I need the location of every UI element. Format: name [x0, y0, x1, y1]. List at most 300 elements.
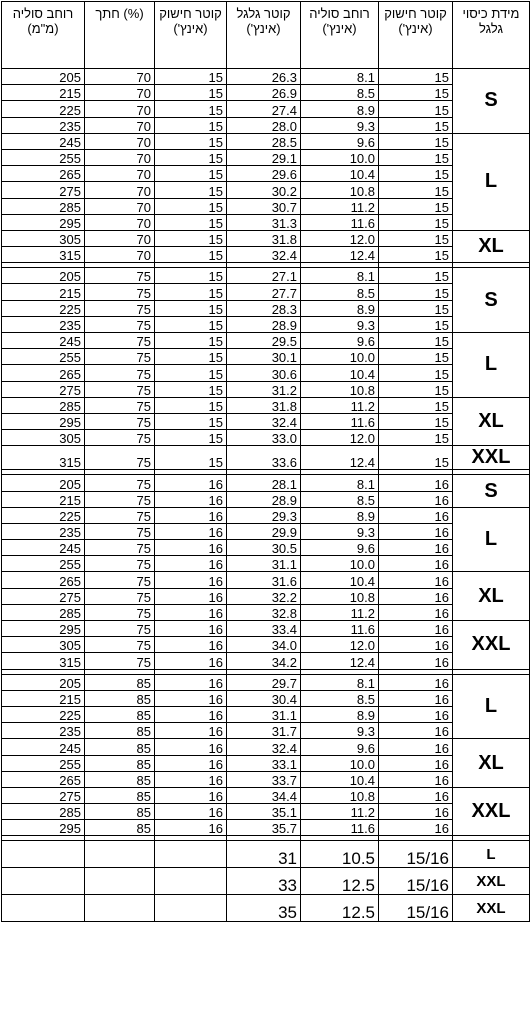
table-row: [2, 198, 530, 214]
tire-size-table-sheet: [1, 1, 529, 1023]
cell-rim-diameter: 15: [155, 149, 227, 165]
cell-rim-diameter-2: 16: [379, 820, 453, 836]
header-tread-width-inch: רוחב סוליה (אינץ'): [301, 2, 379, 69]
cell-rim-diameter: 15: [155, 413, 227, 429]
cell-rim-diameter-2: 15: [379, 198, 453, 214]
cell-rim-diameter: [155, 841, 227, 868]
cell-tread-width-inch: 8.5: [301, 85, 379, 101]
cell-section-ratio: 75: [85, 365, 155, 381]
cell-rim-diameter: 16: [155, 621, 227, 637]
cell-section-ratio: 75: [85, 523, 155, 539]
cell-rim-diameter-2: 15: [379, 349, 453, 365]
table-row: [2, 604, 530, 620]
table-row: [2, 101, 530, 117]
cell-cover-size: XXL: [453, 446, 530, 470]
cell-tread-width-inch: 10.8: [301, 381, 379, 397]
cell-tread-width-mm: 225: [2, 706, 85, 722]
cell-rim-diameter-2: 15/16: [379, 841, 453, 868]
cell-tread-width-mm: 285: [2, 397, 85, 413]
cell-cover-size: L: [453, 133, 530, 230]
table-row: [2, 475, 530, 491]
cell-wheel-diameter: 29.1: [227, 149, 301, 165]
cell-tread-width-inch: 9.6: [301, 133, 379, 149]
cell-section-ratio: 85: [85, 739, 155, 755]
cell-section-ratio: 75: [85, 475, 155, 491]
cell-tread-width-inch: 11.6: [301, 214, 379, 230]
cell-section-ratio: 85: [85, 690, 155, 706]
cell-rim-diameter: 15: [155, 349, 227, 365]
cell-rim-diameter-2: 16: [379, 556, 453, 572]
cell-rim-diameter: 15: [155, 333, 227, 349]
cell-tread-width-inch: 10.4: [301, 572, 379, 588]
cell-tread-width-inch: 8.9: [301, 300, 379, 316]
cell-wheel-diameter: 26.3: [227, 69, 301, 85]
cell-section-ratio: 75: [85, 268, 155, 284]
cell-rim-diameter-2: 16: [379, 723, 453, 739]
cell-rim-diameter-2: 16: [379, 653, 453, 669]
table-row: [2, 349, 530, 365]
cell-wheel-diameter: 28.9: [227, 316, 301, 332]
cell-section-ratio: 70: [85, 69, 155, 85]
cell-tread-width-inch: 8.5: [301, 491, 379, 507]
cell-section-ratio: 70: [85, 198, 155, 214]
cell-wheel-diameter: 32.4: [227, 739, 301, 755]
cell-section-ratio: 85: [85, 820, 155, 836]
cell-wheel-diameter: 31.8: [227, 230, 301, 246]
table-row: [2, 182, 530, 198]
cell-tread-width-mm: 255: [2, 149, 85, 165]
cell-tread-width-mm: 235: [2, 117, 85, 133]
header-cover-size: מידת כיסוי גלגל: [453, 2, 530, 69]
cell-rim-diameter-2: 16: [379, 674, 453, 690]
cell-tread-width-inch: 8.5: [301, 690, 379, 706]
header-section-ratio: חתך (%): [85, 2, 155, 69]
cell-tread-width-inch: 12.4: [301, 446, 379, 470]
cell-wheel-diameter: 31.7: [227, 723, 301, 739]
table-row: [2, 133, 530, 149]
cell-rim-diameter: 16: [155, 804, 227, 820]
cell-wheel-diameter: 30.5: [227, 540, 301, 556]
cell-rim-diameter-2: 15: [379, 316, 453, 332]
cell-rim-diameter-2: 16: [379, 540, 453, 556]
cell-tread-width-mm: 215: [2, 690, 85, 706]
cell-wheel-diameter: 33.4: [227, 621, 301, 637]
cell-wheel-diameter: 27.4: [227, 101, 301, 117]
cell-tread-width-mm: 245: [2, 739, 85, 755]
cell-cover-size: XXL: [453, 787, 530, 836]
cell-cover-size: XL: [453, 739, 530, 788]
cell-tread-width-mm: [2, 841, 85, 868]
cell-tread-width-inch: 11.2: [301, 804, 379, 820]
cell-rim-diameter-2: 15: [379, 101, 453, 117]
table-row: [2, 523, 530, 539]
cell-wheel-diameter: 32.4: [227, 247, 301, 263]
cell-cover-size: XXL: [453, 895, 530, 922]
cell-tread-width-mm: 215: [2, 85, 85, 101]
cell-tread-width-mm: 265: [2, 572, 85, 588]
cell-rim-diameter-2: 16: [379, 787, 453, 803]
cell-section-ratio: 70: [85, 85, 155, 101]
cell-tread-width-inch: 10.0: [301, 349, 379, 365]
cell-tread-width-inch: 10.0: [301, 755, 379, 771]
cell-tread-width-mm: 235: [2, 523, 85, 539]
cell-section-ratio: 75: [85, 653, 155, 669]
cell-wheel-diameter: 29.6: [227, 166, 301, 182]
table-row: [2, 556, 530, 572]
table-row: [2, 85, 530, 101]
cell-section-ratio: [85, 868, 155, 895]
cell-rim-diameter-2: 15: [379, 413, 453, 429]
cell-section-ratio: 75: [85, 284, 155, 300]
cell-section-ratio: 75: [85, 349, 155, 365]
cell-rim-diameter-2: 16: [379, 621, 453, 637]
cell-section-ratio: 85: [85, 804, 155, 820]
cell-tread-width-inch: 8.5: [301, 284, 379, 300]
cell-wheel-diameter: 33.1: [227, 755, 301, 771]
cell-tread-width-inch: 10.4: [301, 365, 379, 381]
cell-rim-diameter-2: 16: [379, 523, 453, 539]
cell-tread-width-mm: 265: [2, 365, 85, 381]
cell-tread-width-inch: 9.3: [301, 117, 379, 133]
table-row: [2, 268, 530, 284]
summary-row: [2, 868, 530, 895]
cell-rim-diameter: 16: [155, 674, 227, 690]
cell-section-ratio: 75: [85, 333, 155, 349]
cell-section-ratio: 75: [85, 556, 155, 572]
cell-rim-diameter: 15: [155, 316, 227, 332]
cell-rim-diameter: 16: [155, 739, 227, 755]
cell-section-ratio: 70: [85, 230, 155, 246]
cell-rim-diameter: 15: [155, 166, 227, 182]
table-row: [2, 333, 530, 349]
table-row: [2, 397, 530, 413]
cell-section-ratio: 75: [85, 621, 155, 637]
cell-tread-width-mm: 285: [2, 804, 85, 820]
cell-tread-width-mm: 305: [2, 637, 85, 653]
cell-tread-width-mm: 275: [2, 182, 85, 198]
cell-wheel-diameter: 35.1: [227, 804, 301, 820]
tire-size-table: [1, 1, 530, 922]
table-row: [2, 365, 530, 381]
cell-rim-diameter-2: 16: [379, 604, 453, 620]
cell-wheel-diameter: 31.1: [227, 556, 301, 572]
cell-tread-width-inch: 10.8: [301, 787, 379, 803]
cell-tread-width-mm: 285: [2, 198, 85, 214]
cell-tread-width-inch: 12.4: [301, 247, 379, 263]
cell-section-ratio: [85, 895, 155, 922]
table-row: [2, 316, 530, 332]
cell-rim-diameter: 15: [155, 133, 227, 149]
cell-rim-diameter-2: 15: [379, 300, 453, 316]
cell-section-ratio: 70: [85, 133, 155, 149]
cell-wheel-diameter: 31: [227, 841, 301, 868]
cell-section-ratio: 75: [85, 604, 155, 620]
cell-rim-diameter: 15: [155, 85, 227, 101]
cell-rim-diameter: 16: [155, 820, 227, 836]
cell-rim-diameter-2: 15: [379, 446, 453, 470]
cell-section-ratio: 75: [85, 430, 155, 446]
cell-rim-diameter: 15: [155, 365, 227, 381]
cell-tread-width-mm: 255: [2, 556, 85, 572]
cell-section-ratio: 85: [85, 674, 155, 690]
cell-tread-width-mm: 215: [2, 491, 85, 507]
cell-section-ratio: 70: [85, 247, 155, 263]
header-tread-width-mm: רוחב סוליה (מ"מ): [2, 2, 85, 69]
cell-tread-width-mm: 225: [2, 507, 85, 523]
cell-tread-width-mm: 255: [2, 755, 85, 771]
cell-wheel-diameter: 31.2: [227, 381, 301, 397]
cell-rim-diameter-2: 15: [379, 333, 453, 349]
cell-cover-size: L: [453, 674, 530, 739]
cell-wheel-diameter: 28.0: [227, 117, 301, 133]
cell-tread-width-mm: 205: [2, 69, 85, 85]
cell-tread-width-mm: 235: [2, 723, 85, 739]
cell-tread-width-inch: 11.6: [301, 820, 379, 836]
cell-tread-width-mm: 225: [2, 101, 85, 117]
cell-rim-diameter-2: 16: [379, 690, 453, 706]
cell-rim-diameter: 16: [155, 588, 227, 604]
cell-tread-width-inch: 9.6: [301, 540, 379, 556]
cell-tread-width-mm: 295: [2, 214, 85, 230]
cell-rim-diameter: 16: [155, 723, 227, 739]
table-row: [2, 706, 530, 722]
cell-wheel-diameter: 29.9: [227, 523, 301, 539]
cell-section-ratio: 75: [85, 572, 155, 588]
cell-rim-diameter: 15: [155, 230, 227, 246]
cell-section-ratio: 75: [85, 381, 155, 397]
cell-section-ratio: 75: [85, 507, 155, 523]
cell-tread-width-mm: 255: [2, 349, 85, 365]
table-row: [2, 820, 530, 836]
cell-rim-diameter: [155, 895, 227, 922]
cell-section-ratio: 75: [85, 491, 155, 507]
cell-tread-width-inch: 10.5: [301, 841, 379, 868]
table-body: [2, 69, 530, 922]
cell-rim-diameter: 15: [155, 198, 227, 214]
cell-wheel-diameter: 33.6: [227, 446, 301, 470]
cell-tread-width-mm: 285: [2, 604, 85, 620]
table-row: [2, 117, 530, 133]
cell-rim-diameter-2: 15: [379, 133, 453, 149]
table-row: [2, 69, 530, 85]
table-row: [2, 637, 530, 653]
cell-rim-diameter: 16: [155, 572, 227, 588]
table-row: [2, 674, 530, 690]
cell-rim-diameter: 15: [155, 300, 227, 316]
cell-rim-diameter: 16: [155, 540, 227, 556]
cell-rim-diameter: 15: [155, 268, 227, 284]
cell-wheel-diameter: 28.9: [227, 491, 301, 507]
cell-tread-width-mm: 245: [2, 133, 85, 149]
cell-section-ratio: 70: [85, 117, 155, 133]
cell-tread-width-inch: 12.5: [301, 868, 379, 895]
cell-section-ratio: 75: [85, 316, 155, 332]
cell-tread-width-inch: 9.3: [301, 316, 379, 332]
cell-rim-diameter-2: 15: [379, 230, 453, 246]
cell-rim-diameter-2: 16: [379, 706, 453, 722]
table-row: [2, 653, 530, 669]
cell-rim-diameter-2: 16: [379, 588, 453, 604]
cell-section-ratio: 75: [85, 588, 155, 604]
cell-tread-width-mm: 315: [2, 247, 85, 263]
cell-rim-diameter: 16: [155, 523, 227, 539]
cell-rim-diameter: [155, 868, 227, 895]
cell-cover-size: XL: [453, 397, 530, 446]
table-row: [2, 230, 530, 246]
table-row: [2, 430, 530, 446]
cell-tread-width-mm: 205: [2, 674, 85, 690]
cell-tread-width-mm: 305: [2, 430, 85, 446]
cell-wheel-diameter: 31.8: [227, 397, 301, 413]
cell-tread-width-inch: 8.9: [301, 101, 379, 117]
cell-tread-width-inch: 12.0: [301, 430, 379, 446]
cell-rim-diameter-2: 16: [379, 755, 453, 771]
table-row: [2, 804, 530, 820]
cell-rim-diameter: 16: [155, 475, 227, 491]
cell-rim-diameter: 15: [155, 430, 227, 446]
summary-row: [2, 841, 530, 868]
cell-wheel-diameter: 30.1: [227, 349, 301, 365]
cell-rim-diameter: 15: [155, 381, 227, 397]
cell-rim-diameter: 16: [155, 771, 227, 787]
cell-tread-width-inch: 12.5: [301, 895, 379, 922]
table-row: [2, 284, 530, 300]
cell-section-ratio: 75: [85, 397, 155, 413]
cell-wheel-diameter: 32.8: [227, 604, 301, 620]
cell-tread-width-inch: 10.4: [301, 771, 379, 787]
cell-rim-diameter: 16: [155, 507, 227, 523]
cell-tread-width-inch: 10.4: [301, 166, 379, 182]
cell-rim-diameter-2: 15: [379, 365, 453, 381]
cell-wheel-diameter: 30.4: [227, 690, 301, 706]
cell-section-ratio: 75: [85, 413, 155, 429]
cell-tread-width-inch: 9.6: [301, 739, 379, 755]
cell-wheel-diameter: 27.7: [227, 284, 301, 300]
cell-wheel-diameter: 33.7: [227, 771, 301, 787]
table-row: [2, 755, 530, 771]
cell-section-ratio: 75: [85, 300, 155, 316]
table-row: [2, 572, 530, 588]
cell-rim-diameter-2: 16: [379, 491, 453, 507]
cell-tread-width-mm: 305: [2, 230, 85, 246]
cell-tread-width-mm: 295: [2, 413, 85, 429]
cell-tread-width-inch: 8.1: [301, 674, 379, 690]
cell-rim-diameter-2: 15: [379, 69, 453, 85]
cell-section-ratio: 70: [85, 182, 155, 198]
cell-rim-diameter: 15: [155, 214, 227, 230]
cell-rim-diameter: 16: [155, 604, 227, 620]
cell-wheel-diameter: 32.2: [227, 588, 301, 604]
cell-tread-width-inch: 8.9: [301, 706, 379, 722]
cell-wheel-diameter: 29.5: [227, 333, 301, 349]
cell-rim-diameter-2: 15: [379, 247, 453, 263]
cell-rim-diameter-2: 16: [379, 804, 453, 820]
cell-wheel-diameter: 30.2: [227, 182, 301, 198]
cell-rim-diameter-2: 16: [379, 475, 453, 491]
cell-rim-diameter-2: 16: [379, 507, 453, 523]
cell-wheel-diameter: 33.0: [227, 430, 301, 446]
cell-section-ratio: 75: [85, 446, 155, 470]
cell-tread-width-mm: 275: [2, 381, 85, 397]
cell-tread-width-mm: 245: [2, 540, 85, 556]
cell-rim-diameter: 16: [155, 637, 227, 653]
cell-tread-width-inch: 12.0: [301, 230, 379, 246]
table-row: [2, 300, 530, 316]
cell-rim-diameter: 16: [155, 556, 227, 572]
cell-rim-diameter-2: 15: [379, 381, 453, 397]
cell-tread-width-mm: 295: [2, 621, 85, 637]
cell-tread-width-inch: 8.1: [301, 475, 379, 491]
cell-section-ratio: 70: [85, 166, 155, 182]
cell-tread-width-inch: 12.4: [301, 653, 379, 669]
table-row: [2, 690, 530, 706]
cell-tread-width-mm: 265: [2, 771, 85, 787]
cell-rim-diameter: 15: [155, 117, 227, 133]
table-row: [2, 413, 530, 429]
table-row: [2, 446, 530, 470]
cell-rim-diameter: 16: [155, 653, 227, 669]
cell-cover-size: XL: [453, 230, 530, 262]
cell-tread-width-inch: 10.8: [301, 182, 379, 198]
cell-rim-diameter: 15: [155, 101, 227, 117]
cell-tread-width-mm: 315: [2, 653, 85, 669]
cell-rim-diameter: 16: [155, 787, 227, 803]
cell-tread-width-inch: 8.1: [301, 268, 379, 284]
cell-wheel-diameter: 34.4: [227, 787, 301, 803]
cell-rim-diameter-2: 15: [379, 166, 453, 182]
cell-section-ratio: 70: [85, 214, 155, 230]
cell-tread-width-inch: 11.2: [301, 397, 379, 413]
cell-tread-width-inch: 9.3: [301, 723, 379, 739]
cell-wheel-diameter: 30.7: [227, 198, 301, 214]
cell-tread-width-inch: 8.9: [301, 507, 379, 523]
cell-wheel-diameter: 30.6: [227, 365, 301, 381]
cell-tread-width-mm: 205: [2, 268, 85, 284]
cell-cover-size: XXL: [453, 621, 530, 670]
table-row: [2, 214, 530, 230]
cell-tread-width-mm: 245: [2, 333, 85, 349]
cell-tread-width-mm: 275: [2, 787, 85, 803]
cell-wheel-diameter: 28.1: [227, 475, 301, 491]
table-row: [2, 723, 530, 739]
table-row: [2, 739, 530, 755]
cell-cover-size: XXL: [453, 868, 530, 895]
cell-rim-diameter-2: 15: [379, 214, 453, 230]
cell-rim-diameter-2: 15/16: [379, 895, 453, 922]
cell-tread-width-inch: 9.6: [301, 333, 379, 349]
cell-wheel-diameter: 28.3: [227, 300, 301, 316]
cell-cover-size: S: [453, 475, 530, 507]
table-row: [2, 491, 530, 507]
cell-section-ratio: 70: [85, 149, 155, 165]
cell-wheel-diameter: 35.7: [227, 820, 301, 836]
header-rim-diameter: קוטר חישוק (אינץ'): [155, 2, 227, 69]
cell-tread-width-inch: 10.0: [301, 556, 379, 572]
cell-rim-diameter: 15: [155, 182, 227, 198]
cell-rim-diameter-2: 16: [379, 637, 453, 653]
cell-rim-diameter-2: 15: [379, 430, 453, 446]
cell-rim-diameter: 15: [155, 397, 227, 413]
table-row: [2, 149, 530, 165]
cell-rim-diameter-2: 16: [379, 739, 453, 755]
cell-tread-width-inch: 8.1: [301, 69, 379, 85]
cell-rim-diameter-2: 15: [379, 85, 453, 101]
cell-tread-width-mm: 275: [2, 588, 85, 604]
table-row: [2, 787, 530, 803]
cell-cover-size: XL: [453, 572, 530, 621]
header-row: [2, 2, 530, 69]
cell-section-ratio: 85: [85, 706, 155, 722]
